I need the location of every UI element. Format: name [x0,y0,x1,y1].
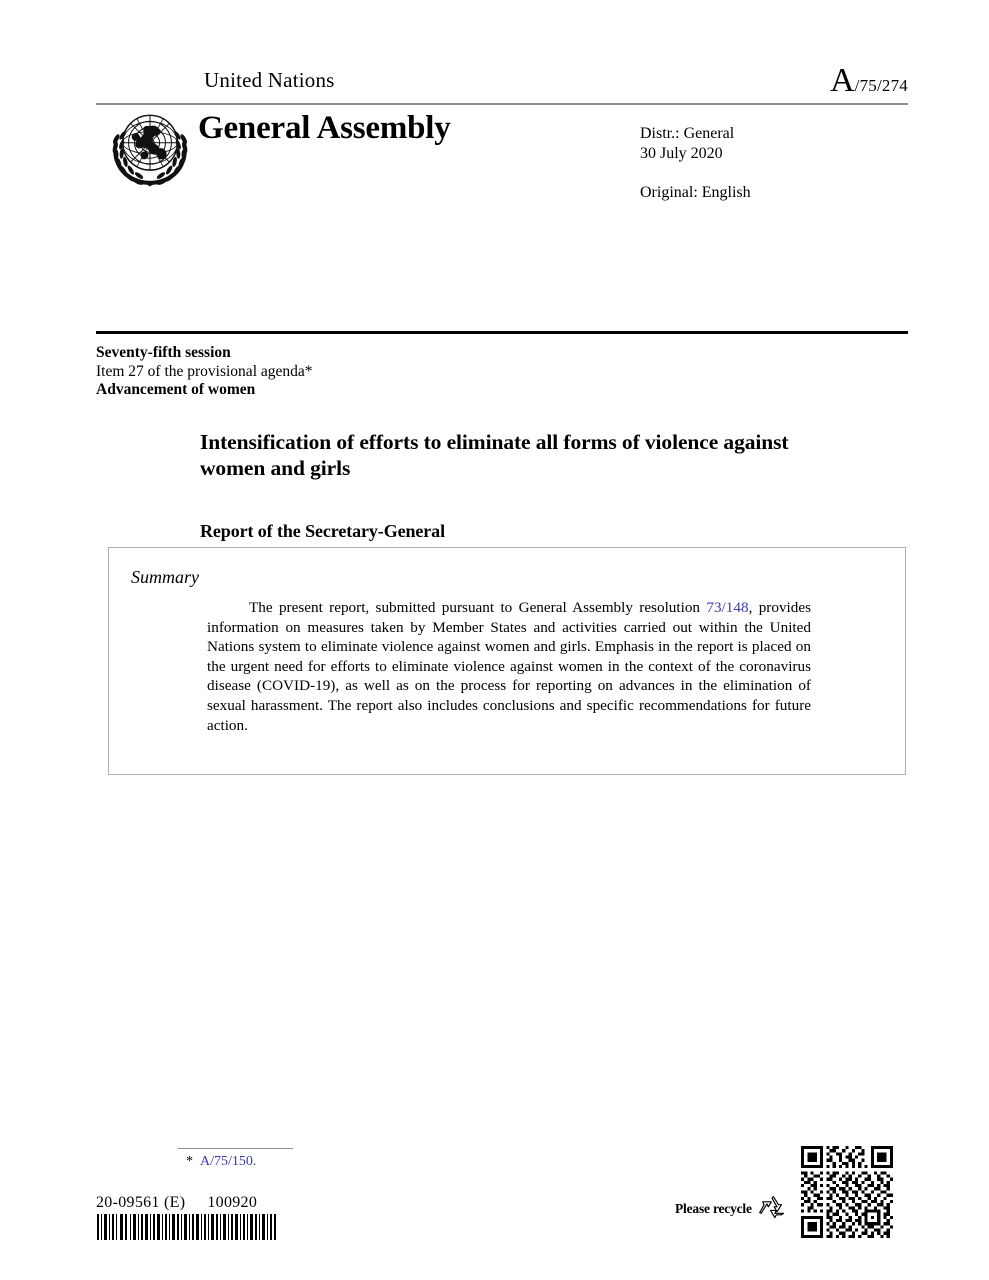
footnote-divider-rule [178,1148,293,1149]
document-symbol [830,64,908,98]
recycle-text: Please recycle [675,1201,752,1216]
summary-label: Summary [131,567,199,587]
masthead [96,62,908,100]
document-date: 30 July 2020 [640,145,723,162]
summary-text-part-1: The present report, submitted pursuant to General Assembly resolution [249,599,707,616]
un-emblem [104,108,196,192]
original-language: Original: English [640,184,751,201]
job-number [96,1194,257,1212]
document-symbol-suffix: /75/274 [854,76,908,95]
page-subtitle: Report of the Secretary-General [200,521,445,541]
title-block [200,429,800,542]
qr-code [801,1146,893,1238]
recycle-notice [675,1196,787,1222]
summary-text [207,598,811,735]
agenda-topic: Advancement of women [96,381,256,398]
job-number-code: 20-09561 (E) [96,1194,186,1211]
job-number-date: 100920 [207,1194,258,1211]
footnote-link[interactable]: A/75/150. [200,1154,257,1169]
agenda-item: Item 27 of the provisional agenda* [96,362,313,380]
footnote [186,1154,256,1170]
recycle-icon [757,1196,787,1222]
summary-text-part-2: , provides information on measures taken by Member States and activities carried out within the United Nations system to eliminate violence against women and girls. Emphasis in the report is placed on the urgent need for efforts to eliminate violence against women in the context of the coronavirus disease (COVID-19), as well as on the process for reporting on advances in the elimination of sexual harassment. The report also includes conclusions and specific recommendations for future action. [207,599,812,734]
header-divider-rule [96,103,908,105]
resolution-link[interactable]: 73/148 [706,599,749,616]
general-assembly-title: General Assembly [198,110,451,146]
document-symbol-prefix: A [830,62,855,99]
page-title: Intensification of efforts to eliminate all forms of violence against women and girls [200,430,789,480]
distribution-type: Distr.: General [640,125,735,142]
distribution-info [640,124,751,203]
session-info [96,344,313,400]
barcode [96,1214,276,1240]
summary-box [108,547,906,775]
footnote-marker: * [186,1154,193,1169]
session-line: Seventy-fifth session [96,344,231,361]
organization-name: United Nations [204,68,335,92]
section-divider-rule [96,331,908,334]
